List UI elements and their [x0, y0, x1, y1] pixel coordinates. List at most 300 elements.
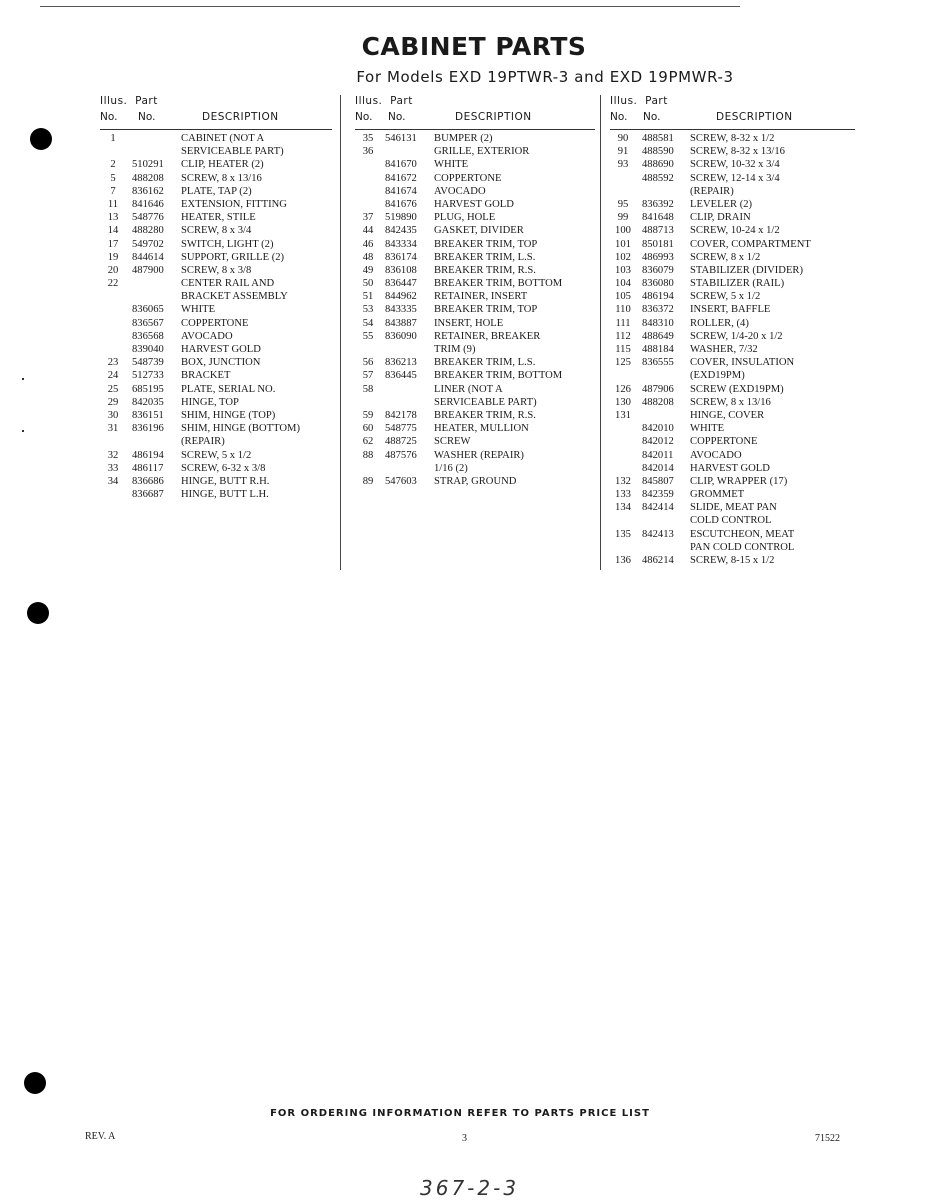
part-number: 836162: [132, 185, 164, 197]
illus-no: 11: [107, 198, 119, 210]
part-number: 842359: [642, 489, 674, 501]
part-row: [610, 541, 855, 554]
illus-no: 35: [362, 133, 374, 144]
illus-no: 130: [615, 396, 631, 408]
part-row: [355, 422, 595, 435]
part-number: 836686: [132, 475, 164, 487]
part-description: SCREW, 8 x 1/2: [690, 251, 761, 263]
part-row: [355, 290, 595, 303]
part-row: [610, 475, 855, 488]
part-number: 488649: [642, 330, 674, 342]
part-number: 836445: [385, 370, 417, 382]
illus-no: 93: [617, 159, 629, 171]
part-row: [355, 211, 595, 224]
part-description: COPPERTONE: [181, 317, 249, 329]
part-description: AVOCADO: [690, 449, 742, 461]
part-number: 841648: [642, 212, 674, 224]
part-row: [100, 475, 332, 488]
part-description: PLATE, TAP (2): [181, 185, 252, 197]
part-description: BUMPER (2): [434, 133, 493, 144]
part-description: WHITE: [181, 304, 216, 316]
part-description: BREAKER TRIM, L.S.: [434, 357, 536, 369]
part-number: 836687: [132, 489, 164, 501]
illus-no: 5: [110, 172, 116, 184]
part-description: HARVEST GOLD: [181, 344, 261, 355]
part-description: CLIP, WRAPPER (17): [690, 475, 788, 487]
illus-no: 53: [362, 304, 374, 316]
column-divider: [340, 95, 341, 570]
part-row: [100, 277, 332, 290]
illus-no: 91: [617, 146, 629, 158]
part-number: 843887: [385, 317, 417, 329]
part-row: [610, 145, 855, 158]
part-description: CLIP, DRAIN: [690, 212, 751, 224]
illus-no: 134: [615, 502, 631, 514]
illus-no: 31: [107, 423, 119, 435]
part-description: SHIM, HINGE (TOP): [181, 409, 276, 421]
part-description: BREAKER TRIM, TOP: [434, 304, 538, 316]
part-description: HARVEST GOLD: [434, 198, 514, 210]
part-number: 836568: [132, 330, 164, 342]
part-row: [355, 198, 595, 211]
part-number: 842035: [132, 396, 164, 408]
part-row: [100, 224, 332, 237]
part-description: INSERT, HOLE: [434, 317, 504, 329]
part-row: [610, 343, 855, 356]
part-row: [610, 422, 855, 435]
part-number: 836151: [132, 409, 164, 421]
part-number: 836213: [385, 357, 417, 369]
illus-label: Illus.: [355, 95, 383, 107]
part-row: [100, 409, 332, 422]
part-no-header: No.: [643, 111, 661, 123]
illus-no: 54: [362, 317, 374, 329]
binder-hole-bottom: [24, 1072, 46, 1094]
handwritten-note: 367-2-3: [420, 1176, 520, 1200]
part-number: 487900: [132, 264, 164, 276]
part-number: 836196: [132, 423, 164, 435]
page-number: 3: [462, 1133, 467, 1144]
part-description: SCREW, 8-32 x 13/16: [690, 146, 785, 158]
illus-no: 34: [107, 475, 119, 487]
part-row: [355, 396, 595, 409]
part-row: [355, 369, 595, 382]
illus-no: 37: [362, 212, 374, 224]
illus-no: 50: [362, 278, 374, 290]
illus-no: 55: [362, 330, 374, 342]
part-description: BOX, JUNCTION: [181, 357, 261, 369]
ordering-note: FOR ORDERING INFORMATION REFER TO PARTS PRICE LIST: [270, 1108, 650, 1119]
part-description: BREAKER TRIM, BOTTOM: [434, 370, 563, 382]
illus-no: 89: [362, 475, 374, 487]
part-row: [610, 462, 855, 475]
part-row: [355, 330, 595, 343]
part-number: 836555: [642, 357, 674, 369]
part-number: 836567: [132, 317, 164, 329]
column-header: [100, 95, 332, 130]
part-number: 836108: [385, 264, 417, 276]
part-row: [100, 330, 332, 343]
part-number: 836090: [385, 330, 417, 342]
part-row: [100, 488, 332, 501]
part-description: BREAKER TRIM, L.S.: [434, 251, 536, 263]
illus-no: 22: [107, 278, 119, 290]
part-description: HINGE, BUTT L.H.: [181, 489, 269, 501]
illus-no: 101: [615, 238, 631, 250]
part-row: [355, 264, 595, 277]
part-description: CLIP, HEATER (2): [181, 159, 264, 171]
part-number: 841676: [385, 198, 417, 210]
part-description: LINER (NOT A: [434, 383, 503, 395]
illus-no: 100: [615, 225, 631, 237]
part-description: HINGE, COVER: [690, 409, 765, 421]
part-number: 843335: [385, 304, 417, 316]
binder-hole-top: [30, 128, 52, 150]
illus-no: 112: [615, 330, 631, 342]
part-description: BRACKET: [181, 370, 231, 382]
illus-no: 90: [617, 133, 629, 144]
part-description: COVER, COMPARTMENT: [690, 238, 811, 250]
illus-no: 59: [362, 409, 374, 421]
illus-no: 126: [615, 383, 631, 395]
part-description: TRIM (9): [434, 344, 476, 355]
part-description: SCREW, 8 x 13/16: [690, 396, 771, 408]
part-row: [610, 264, 855, 277]
part-description: SCREW, 5 x 1/2: [690, 291, 761, 303]
part-description: HINGE, TOP: [181, 396, 239, 408]
illus-no: 60: [362, 423, 374, 435]
part-number: 842012: [642, 436, 674, 448]
part-row: [100, 185, 332, 198]
part-number: 842435: [385, 225, 417, 237]
part-number: 836080: [642, 278, 674, 290]
illus-no: 29: [107, 396, 119, 408]
illus-no: 19: [107, 251, 119, 263]
part-row: [355, 409, 595, 422]
illus-no: 2: [110, 159, 116, 171]
part-number: 510291: [132, 159, 164, 171]
part-description: (REPAIR): [690, 185, 734, 197]
illus-no: 1: [110, 133, 116, 144]
part-row: [100, 251, 332, 264]
illus-no: 125: [615, 357, 631, 369]
part-row: [610, 290, 855, 303]
part-description: STABILIZER (DIVIDER): [690, 264, 804, 276]
part-number: 488208: [132, 172, 164, 184]
part-row: [100, 422, 332, 435]
part-row: [100, 145, 332, 158]
part-number: 519890: [385, 212, 417, 224]
parts-column-2: [355, 95, 595, 488]
illus-no: 135: [615, 528, 631, 540]
part-number: 844614: [132, 251, 164, 263]
part-row: [610, 317, 855, 330]
part-row: [610, 277, 855, 290]
part-number: 842413: [642, 528, 674, 540]
illus-no: 46: [362, 238, 374, 250]
part-label: Part: [645, 95, 668, 107]
part-description: (EXD19PM): [690, 370, 745, 382]
part-number: 836372: [642, 304, 674, 316]
parts-list: [100, 130, 332, 501]
part-row: [100, 317, 332, 330]
part-row: [355, 251, 595, 264]
illus-no: 133: [615, 489, 631, 501]
part-description: SCREW (EXD19PM): [690, 383, 784, 395]
part-row: [100, 449, 332, 462]
illus-no: 48: [362, 251, 374, 263]
part-row: [355, 172, 595, 185]
part-description: CENTER RAIL AND: [181, 278, 275, 290]
part-description: CABINET (NOT A: [181, 133, 265, 144]
part-description: (REPAIR): [181, 436, 225, 448]
illus-no: 110: [615, 304, 631, 316]
part-description: WASHER, 7/32: [690, 344, 758, 355]
part-description: RETAINER, BREAKER: [434, 330, 541, 342]
part-number: 488725: [385, 436, 417, 448]
part-number: 841670: [385, 159, 417, 171]
parts-column-3: [610, 95, 855, 567]
part-description: EXTENSION, FITTING: [181, 198, 287, 210]
description-header: DESCRIPTION: [455, 111, 532, 123]
part-row: [355, 185, 595, 198]
part-description: ESCUTCHEON, MEAT: [690, 528, 795, 540]
illus-no: 33: [107, 462, 119, 474]
parts-list: [355, 130, 595, 488]
part-description: SCREW, 8 x 3/8: [181, 264, 252, 276]
part-row: [100, 343, 332, 356]
part-row: [610, 356, 855, 369]
part-row: [100, 462, 332, 475]
column-header: [355, 95, 595, 130]
part-row: [610, 303, 855, 316]
part-description: SCREW, 10-32 x 3/4: [690, 159, 780, 171]
part-description: SCREW, 5 x 1/2: [181, 449, 252, 461]
illus-no: 102: [615, 251, 631, 263]
part-description: STRAP, GROUND: [434, 475, 517, 487]
illus-no: 32: [107, 449, 119, 461]
illus-no: 44: [362, 225, 374, 237]
part-row: [610, 383, 855, 396]
part-row: [610, 330, 855, 343]
part-number: 512733: [132, 370, 164, 382]
part-description: SCREW, 8-15 x 1/2: [690, 555, 775, 566]
part-row: [100, 238, 332, 251]
part-row: [355, 356, 595, 369]
speck: [22, 378, 24, 380]
part-number: 546131: [385, 133, 417, 144]
part-number: 839040: [132, 344, 164, 355]
illus-no: 13: [107, 212, 119, 224]
illus-no: 132: [615, 475, 631, 487]
illus-no: 7: [110, 185, 116, 197]
part-row: [355, 343, 595, 356]
part-description: COLD CONTROL: [690, 515, 772, 527]
part-row: [610, 369, 855, 382]
part-row: [610, 172, 855, 185]
page-title: CABINET PARTS: [361, 32, 587, 61]
part-number: 836174: [385, 251, 417, 263]
part-row: [610, 514, 855, 527]
part-description: WHITE: [690, 423, 725, 435]
part-description: ROLLER, (4): [690, 317, 749, 329]
part-number: 848310: [642, 317, 674, 329]
part-no-header: No.: [138, 111, 156, 123]
part-description: BREAKER TRIM, R.S.: [434, 264, 536, 276]
illus-no: 99: [617, 212, 629, 224]
part-row: [610, 185, 855, 198]
part-number: 842010: [642, 423, 674, 435]
illus-no-header: No.: [610, 111, 628, 123]
part-number: 842014: [642, 462, 674, 474]
speck: [22, 430, 24, 432]
part-description: BREAKER TRIM, BOTTOM: [434, 278, 563, 290]
part-row: [610, 435, 855, 448]
illus-no: 30: [107, 409, 119, 421]
part-number: 548776: [132, 212, 164, 224]
part-number: 844962: [385, 291, 417, 303]
part-row: [610, 554, 855, 567]
part-number: 486214: [642, 555, 674, 566]
part-number: 486194: [132, 449, 164, 461]
part-description: SERVICEABLE PART): [434, 396, 537, 408]
part-row: [100, 264, 332, 277]
part-number: 836447: [385, 278, 417, 290]
part-row: [610, 449, 855, 462]
illus-no: 136: [615, 555, 631, 566]
part-row: [355, 475, 595, 488]
part-row: [355, 277, 595, 290]
part-number: 488592: [642, 172, 674, 184]
part-row: [355, 449, 595, 462]
part-description: COPPERTONE: [690, 436, 758, 448]
part-description: SCREW, 12-14 x 3/4: [690, 172, 780, 184]
part-row: [610, 528, 855, 541]
part-number: 841646: [132, 198, 164, 210]
part-number: 488581: [642, 133, 674, 144]
part-row: [355, 435, 595, 448]
illus-no: 20: [107, 264, 119, 276]
part-number: 487906: [642, 383, 674, 395]
part-number: 842414: [642, 502, 674, 514]
part-number: 843334: [385, 238, 417, 250]
part-number: 486117: [132, 462, 164, 474]
part-description: BREAKER TRIM, R.S.: [434, 409, 536, 421]
part-description: HEATER, MULLION: [434, 423, 529, 435]
part-row: [100, 290, 332, 303]
part-row: [355, 132, 595, 145]
part-row: [610, 238, 855, 251]
part-description: SCREW, 8 x 3/4: [181, 225, 252, 237]
part-description: RETAINER, INSERT: [434, 291, 528, 303]
illus-no: 105: [615, 291, 631, 303]
part-number: 488690: [642, 159, 674, 171]
parts-list: [610, 130, 855, 567]
illus-no: 95: [617, 198, 629, 210]
part-row: [355, 238, 595, 251]
part-number: 488713: [642, 225, 674, 237]
part-description: PLATE, SERIAL NO.: [181, 383, 276, 395]
part-number: 548739: [132, 357, 164, 369]
part-description: SLIDE, MEAT PAN: [690, 502, 777, 514]
part-row: [355, 383, 595, 396]
part-description: SCREW, 8-32 x 1/2: [690, 133, 775, 144]
illus-no-header: No.: [355, 111, 373, 123]
part-row: [610, 132, 855, 145]
revision-label: REV. A: [85, 1131, 116, 1142]
column-header: [610, 95, 855, 130]
part-description: PLUG, HOLE: [434, 212, 496, 224]
part-row: [610, 158, 855, 171]
illus-no-header: No.: [100, 111, 118, 123]
part-description: SCREW, 10-24 x 1/2: [690, 225, 780, 237]
illus-no: 104: [615, 278, 631, 290]
part-description: AVOCADO: [434, 185, 486, 197]
top-rule: [40, 6, 740, 7]
part-row: [355, 224, 595, 237]
part-row: [100, 198, 332, 211]
illus-label: Illus.: [610, 95, 638, 107]
part-row: [100, 369, 332, 382]
part-row: [610, 409, 855, 422]
part-description: SWITCH, LIGHT (2): [181, 238, 274, 250]
page-subtitle: For Models EXD 19PTWR-3 and EXD 19PMWR-3: [356, 68, 734, 86]
part-number: 547603: [385, 475, 417, 487]
part-description: COPPERTONE: [434, 172, 502, 184]
column-divider: [600, 95, 601, 570]
part-row: [355, 303, 595, 316]
part-number: 836079: [642, 264, 674, 276]
illus-no: 25: [107, 383, 119, 395]
part-description: COVER, INSULATION: [690, 357, 795, 369]
illus-no: 88: [362, 449, 374, 461]
description-header: DESCRIPTION: [716, 111, 793, 123]
part-description: SCREW: [434, 436, 471, 448]
part-description: 1/16 (2): [434, 462, 468, 474]
illus-label: Illus.: [100, 95, 128, 107]
part-row: [355, 145, 595, 158]
part-row: [100, 132, 332, 145]
document-number: 71522: [815, 1133, 840, 1144]
part-row: [100, 356, 332, 369]
part-row: [100, 211, 332, 224]
part-number: 486194: [642, 291, 674, 303]
part-row: [355, 317, 595, 330]
part-description: WASHER (REPAIR): [434, 449, 524, 461]
illus-no: 56: [362, 357, 374, 369]
part-description: BRACKET ASSEMBLY: [181, 291, 288, 303]
part-description: GROMMET: [690, 489, 745, 501]
part-description: HINGE, BUTT R.H.: [181, 475, 270, 487]
part-description: GASKET, DIVIDER: [434, 225, 524, 237]
part-description: SHIM, HINGE (BOTTOM): [181, 423, 300, 435]
part-number: 488184: [642, 344, 674, 355]
part-row: [610, 396, 855, 409]
part-row: [100, 303, 332, 316]
part-row: [355, 462, 595, 475]
part-description: LEVELER (2): [690, 198, 753, 210]
part-number: 549702: [132, 238, 164, 250]
part-description: PAN COLD CONTROL: [690, 541, 795, 553]
part-description: SCREW, 8 x 13/16: [181, 172, 262, 184]
parts-column-1: [100, 95, 332, 501]
part-number: 685195: [132, 383, 164, 395]
part-number: 850181: [642, 238, 674, 250]
part-row: [355, 158, 595, 171]
illus-no: 58: [362, 383, 374, 395]
illus-no: 131: [615, 409, 631, 421]
part-number: 548775: [385, 423, 417, 435]
